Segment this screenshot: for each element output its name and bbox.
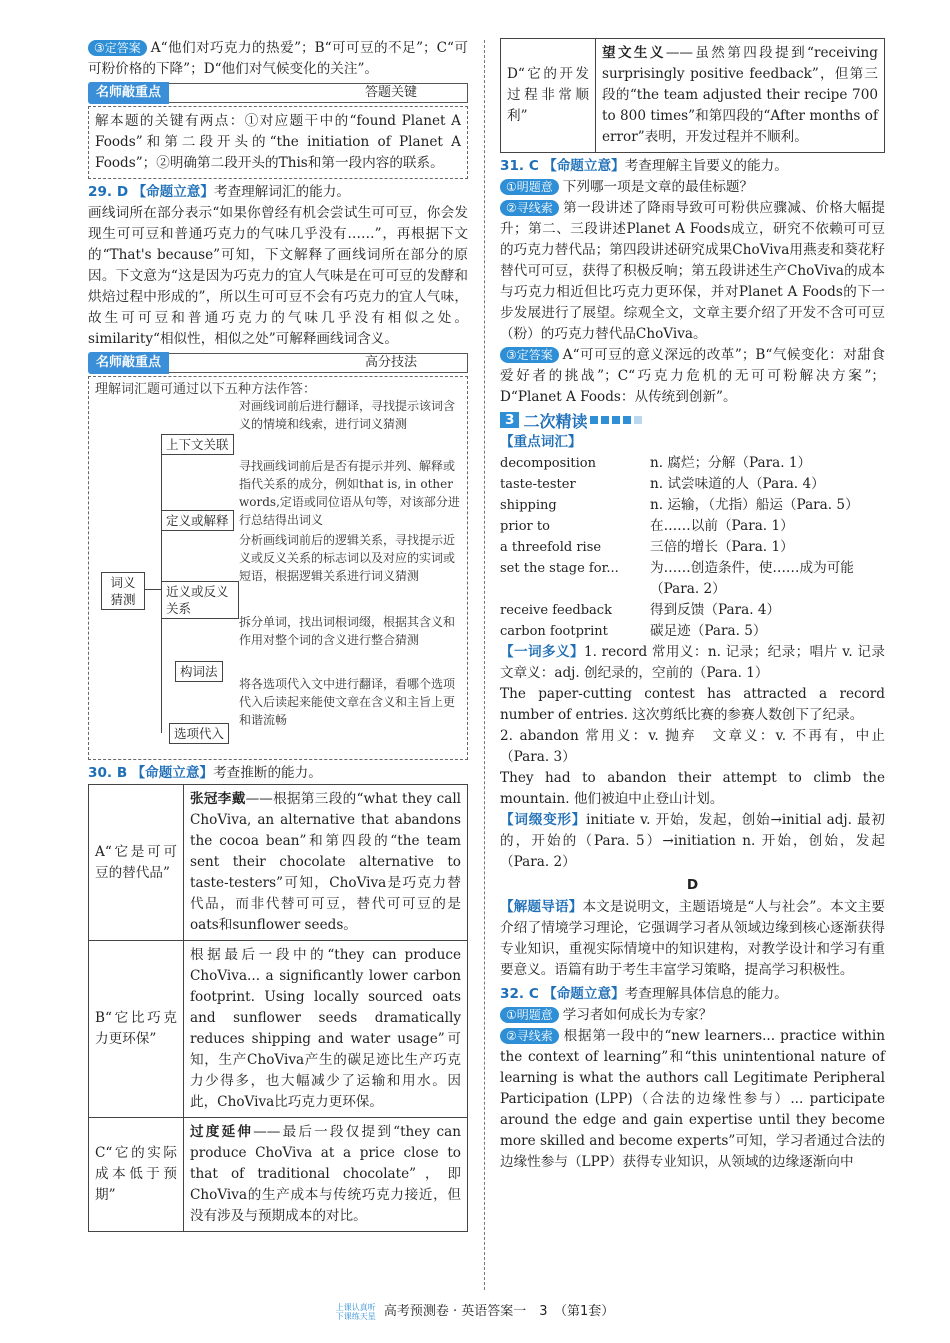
diagram-intro: 理解词汇题可通过以下五种方法作答：: [95, 382, 317, 397]
diagram-branch: 选项代入: [169, 723, 229, 744]
diagram-branch: 定义或解释: [161, 510, 234, 531]
list-item: receive feedback 得到反馈（Para. 4）: [500, 602, 781, 618]
q28-answer: ③定答案 A“他们对巧克力的热爱”；B“可可豆的不足”；C“可可粉价格的下降”；D“他们对气候变化的关注”。: [88, 40, 468, 77]
table-row: A“它是可可豆的替代品” 张冠李戴——根据第三段的“what they call ChoViva, an alternative that abandons the cocoa bean”和第四段的“the team sent their chocolate alternative to taste-testers”可知，ChoViva是巧克力替代品，而非代替可可豆，替代可可豆的是oats和sunflower seeds。: [89, 785, 468, 941]
diagram-branch-desc: 寻找画线词前后是否有提示并列、解释或指代关系的成分，例如that is, in other words,定语或同位语从句等，对该部分进行总结得出词义: [239, 459, 460, 527]
list-item: prior to 在……以前（Para. 1）: [500, 518, 794, 534]
q30-options-table: [88, 784, 468, 1232]
list-item: shipping n. 运输，（尤指）船运（Para. 5）: [500, 497, 859, 513]
page-footer: [0, 1300, 950, 1321]
list-item: taste-tester n. 试尝味道的人（Para. 4）: [500, 476, 825, 492]
section-header: 3 二次精读: [500, 408, 885, 432]
diagram-branch: 构词法: [175, 661, 223, 682]
column-divider: [484, 40, 486, 1290]
vocab-title: 【重点词汇】: [500, 434, 582, 450]
q30-options-table-cont: [500, 38, 885, 153]
passage-letter: D: [686, 877, 699, 893]
right-column: D“它的开发过程非常顺利” 望文生义——虽然第四段提到“receiving surprisingly positive feedback”，但第三段的“the team adjusted their recipe 700 to 800 times”和第四段的“After months of error”表明，开发过程并不顺利。 31. C 【命题立意】考查理解主旨要义的能力。 ①明题意 下列哪一项是文章的最佳标题？ ②寻线索 第一段讲述了降雨导致可可粉供应骤减、价格大幅提升；第二、三段讲述Planet A Foods成立，研究不依赖可可豆的巧克力替代品；第四段讲述研究成果ChoViva用燕麦和葵花籽替代可可豆，获得了积极反响；第五段讲述生产ChoViva的成本与巧克力相近但比巧克力更环保，并对Planet A Foods的下一步发展进行了展望。综观全文，文章主要介绍了开发不含可可豆（粉）的巧克力替代品ChoViva。 ③定答案 A“可可豆的意义深远的改革”；B“气候变化：对甜食爱好者的挑战”；C“巧克力危机的无可可粉解决方案”；D“Planet A Foods：从传统到创新”。 3 二次精读 【重点词汇】 decomposition n. 腐烂；分解（Para. 1） taste-tester n. 试尝味道的人（Para. 4） shipping n. 运输，（尤指）船运（Para. 5） prior to 在……以前（Para. 1） a threefold rise 三倍的增长（Para. 1） set the stage for... 为……创造条件，使……成为可能（Para. 2） receive feedback 得到反馈（Para. 4） carbon footprint 碳足迹（Para. 5） 【一词多义】1. record 常用义：n. 记录；纪录；唱片 v. 记录 文章义：adj. 创纪录的，空前的（Para. 1） The paper-cutting contest has attracted a record number of entries. 这次剪纸比赛的参赛人数创下了纪录。 2. abandon 常用义：v. 抛弃 文章义：v. 不再有，中止（Para. 3） They had to abandon their attempt to climb the mountain. 他们被迫中止登山计划。 【词缀变形】initiate v. 开始，发起，创始→initial adj. 最初的，开始的（Para. 5）→initiation n. 开始，创始，发起（Para. 2） D 【解题导语】本文是说明文，主题语境是“人与社会”。本文主要介绍了情境学习理论，它强调学习者从领域边缘到核心逐渐获得专业知识，重视实际情境中的知识建构，对教学设计和学习有重要意义。语篇有助于考生丰富学习策略，提高学习积极性。 32. C 【命题立意】考查理解具体信息的能力。 ①明题意 学习者如何成长为专家？ ②寻线索 根据第一段中的“new learners... practice within the context of learning”和“this unintentional nature of learning is what the authors call Legitimate Peripheral Participation (LPP)（合法的边缘性参与）... participate around the edge and gain expertise until they become more skilled and become experts”可知，学习者通过合法的边缘性参与（LPP）获得专业知识，从领域的边缘逐渐向中: [500, 38, 885, 1173]
diagram-root: 词义猜测: [101, 572, 145, 610]
brand-logo: 上课认真听 下课练天星: [335, 1302, 376, 1321]
q31-heading: 31. C 【命题立意】考查理解主旨要义的能力。: [500, 158, 788, 174]
vocab-list: [500, 453, 885, 642]
tip-label: 名师敲重点: [88, 352, 169, 374]
diagram-branch: 上下文关联: [161, 434, 234, 455]
diagram-branch-desc: 将各选项代入文中进行翻译，看哪个选项代入后读起来能使文章在含义和主旨上更和谐流畅: [239, 677, 456, 727]
q29-heading: 29. D 【命题立意】考查理解词汇的能力。: [88, 184, 350, 200]
tip-right-label: 答题关键: [364, 85, 417, 100]
table-row: C“它的实际成本低于预期” 过度延伸——最后一段仅提到“they can produce ChoViva at a price close to that of traditional chocolate”，即ChoViva的生产成本与传统巧克力接近，但没有涉及与预期成本的对比。: [89, 1118, 468, 1232]
diagram-branch-desc: 拆分单词，找出词根词缀，根据其含义和作用对整个词的含义进行整合猜测: [239, 615, 456, 647]
left-column: [88, 38, 468, 1232]
diagram-branch-desc: 对画线词前后进行翻译，寻找提示该词含义的情境和线索，进行词义猜测: [239, 399, 456, 431]
tip-banner: [88, 82, 468, 104]
list-item: a threefold rise 三倍的增长（Para. 1）: [500, 539, 794, 555]
list-item: set the stage for... 为……创造条件，使……成为可能（Para. 2）: [500, 560, 854, 597]
method-diagram: [88, 376, 468, 760]
diagram-branch-desc: 分析画线词前后的逻辑关系，寻找提示近义或反义关系的标志词以及对应的实词或短语，根据逻辑关系进行词义猜测: [239, 533, 456, 583]
table-row: B“它比巧克力更环保” 根据最后一段中的“they can produce ChoViva... a significantly lower carbon footprint. Using locally sourced oats and sunflower seeds dramatically reduces shipping and water usage”可知，生产ChoViva产生的碳足迹比生产巧克力少得多，也大幅减少了运输和用水。因此，ChoViva比巧克力更环保。: [89, 941, 468, 1118]
tip-box: 解本题的关键有两点：①对应题干中的“found Planet A Foods”和第二段开头的“the initiation of Planet A Foods”；②明确第二段开头的This和第一段内容的联系。: [88, 106, 468, 179]
answer-tag: ③定答案: [88, 40, 147, 56]
q29-explanation: 画线词所在部分表示“如果你曾经有机会尝试生可可豆，你会发现生可可豆和普通巧克力的气味几乎没有……”，再根据下文的“That's because”可知，下文解释了画线词所在部分的原因。下文意为“这是因为巧克力的宜人气味是在可可豆的发酵和烘焙过程中形成的”，所以生可可豆不会有巧克力的宜人气味，故生可可豆和普通巧克力的气味几乎没有相似之处。similarity“相似性，相似之处”可解释画线词含义。: [88, 205, 468, 347]
q32-heading: 32. C 【命题立意】考查理解具体信息的能力。: [500, 986, 788, 1002]
footer-text: 高考预测卷 · 英语答案一 3 （第1套）: [383, 1304, 615, 1319]
list-item: decomposition n. 腐烂；分解（Para. 1）: [500, 455, 812, 471]
table-row: D“它的开发过程非常顺利” 望文生义——虽然第四段提到“receiving surprisingly positive feedback”，但第三段的“the team adjusted their recipe 700 to 800 times”和第四段的“After months of error”表明，开发过程并不顺利。: [501, 39, 885, 153]
tip-right-label: 高分技法: [364, 355, 417, 370]
list-item: carbon footprint 碳足迹（Para. 5）: [500, 623, 767, 639]
q30-heading: 30. B 【命题立意】考查推断的能力。: [88, 765, 322, 781]
diagram-branch: 近义或反义关系: [161, 581, 239, 619]
tip-label: 名师敲重点: [88, 82, 169, 104]
tip-banner: [88, 352, 468, 374]
